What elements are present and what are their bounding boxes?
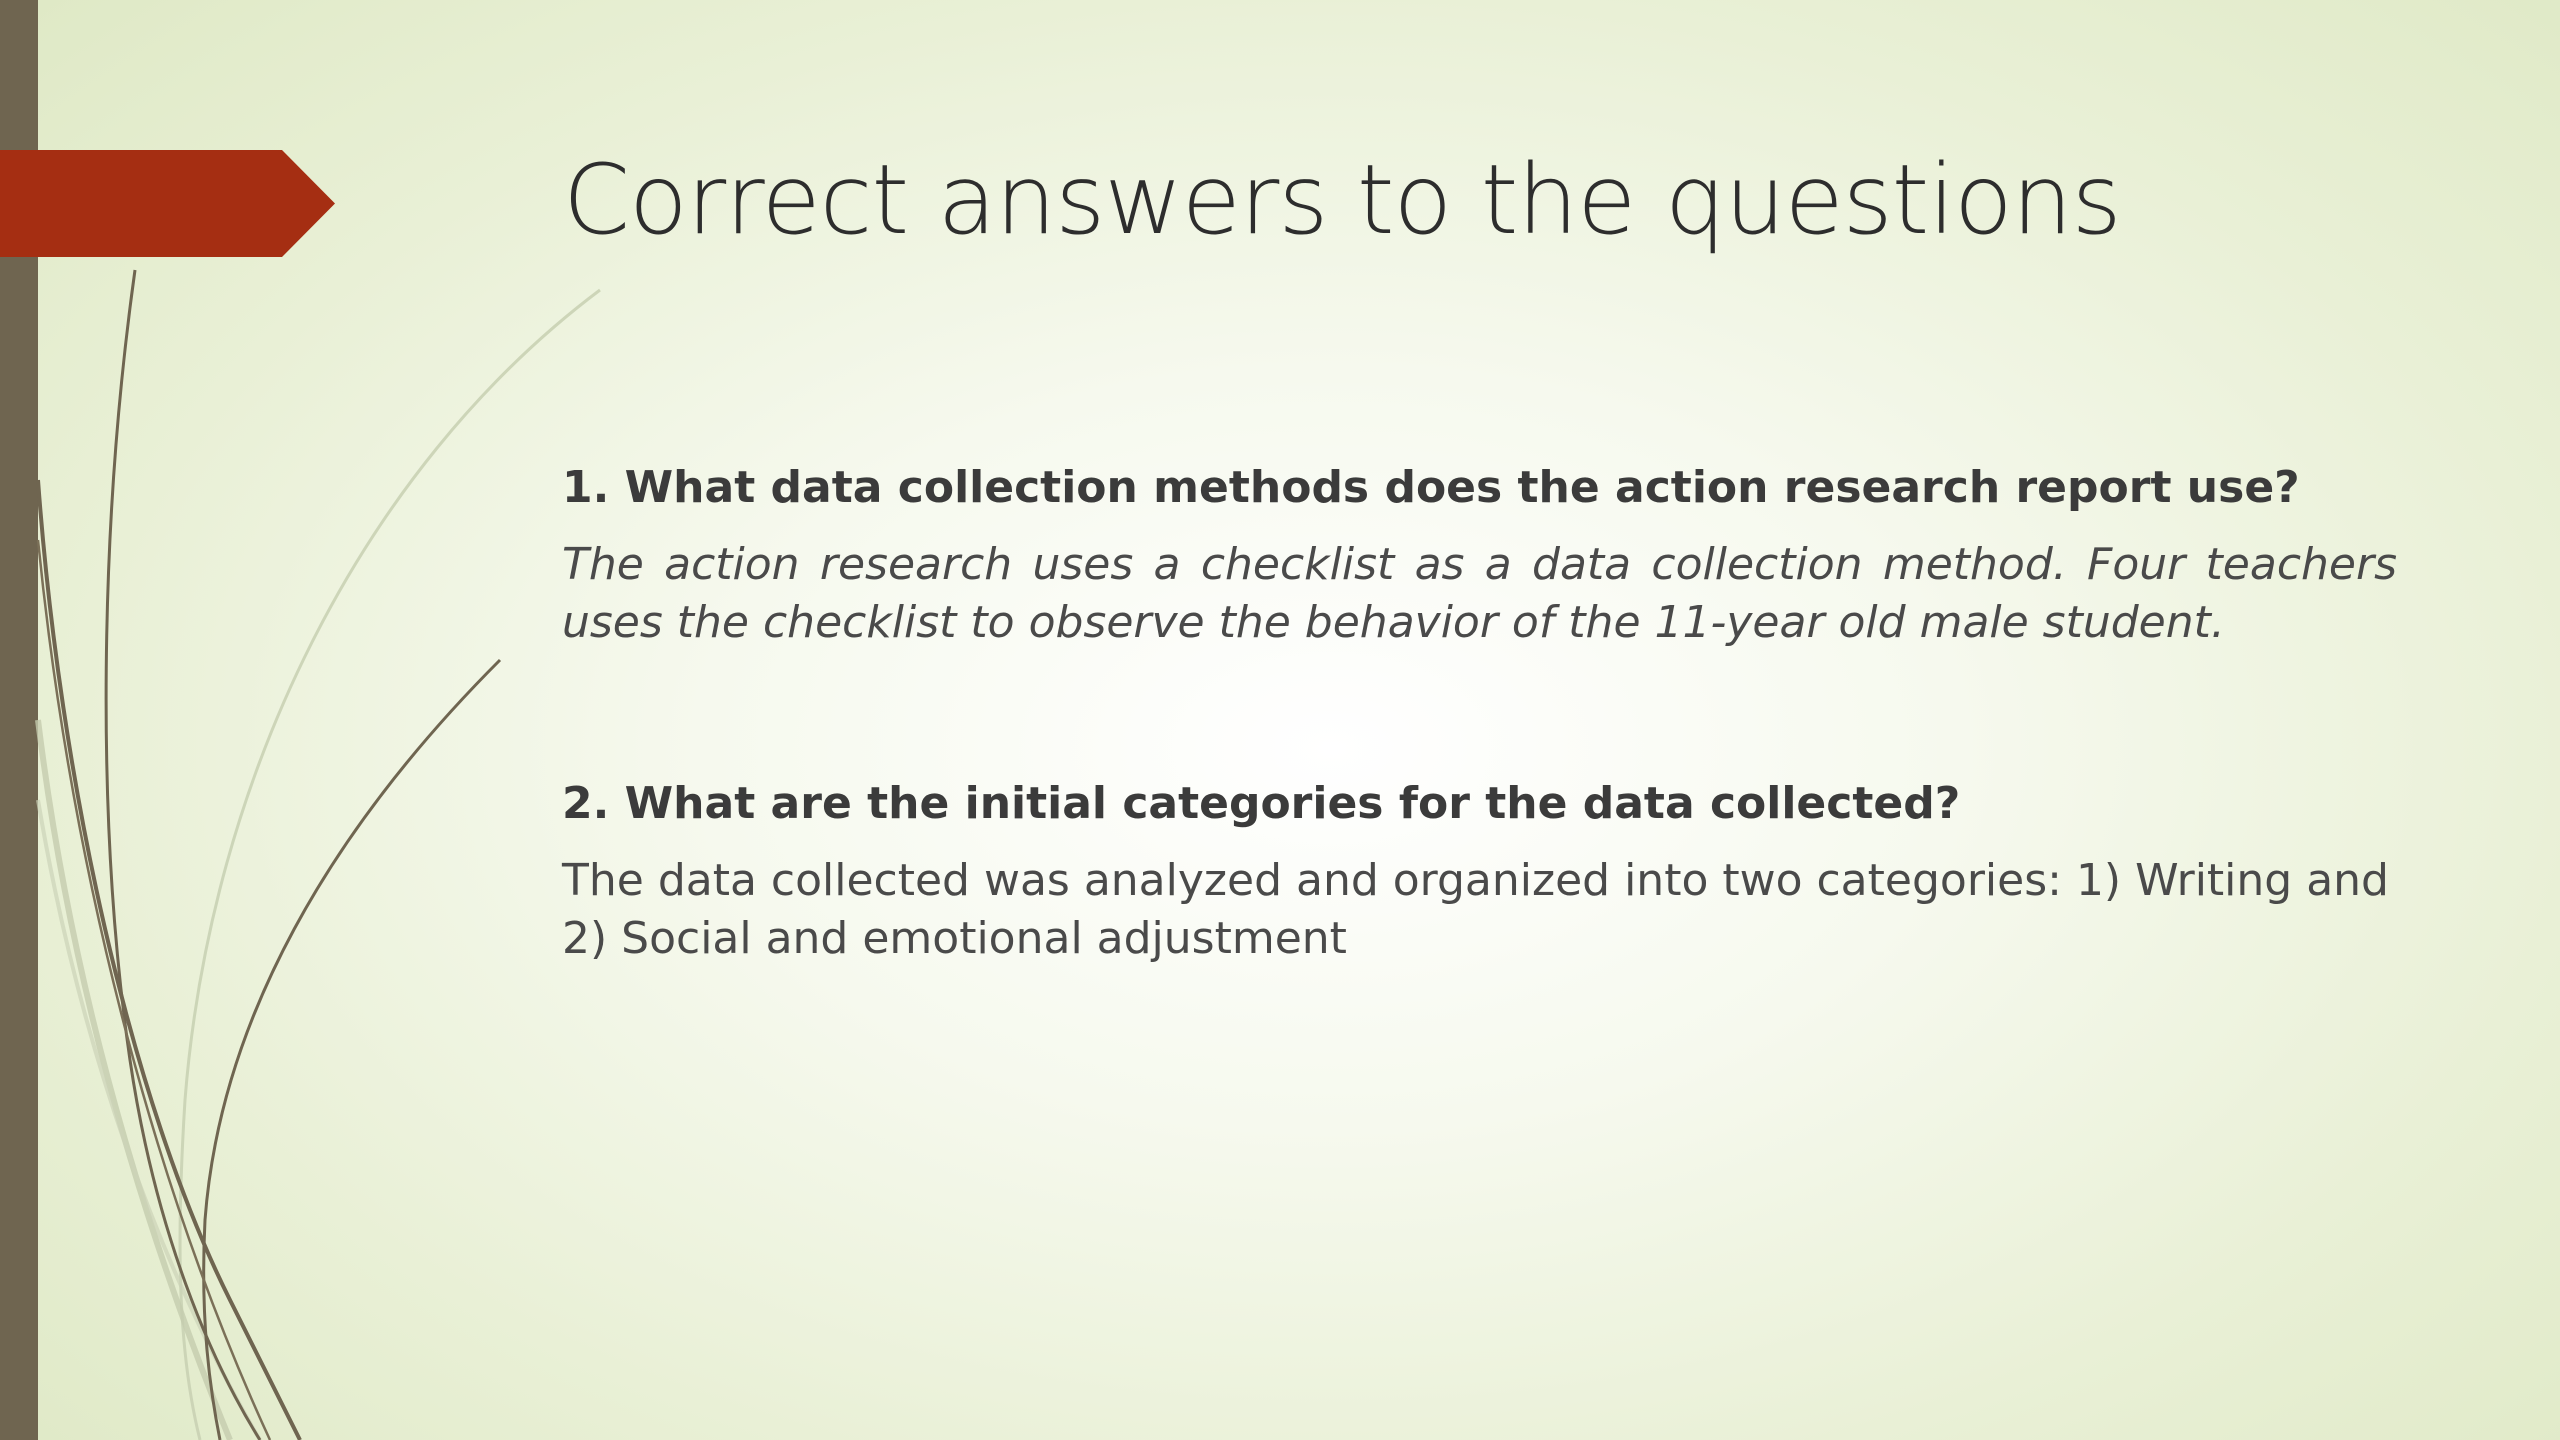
answer-1: The action research uses a checklist as a data collection method. Four teachers uses the checklist to observe the behavior of the 11-year old male student. [562, 539, 2397, 648]
slide-title: Correct answers to the questions [563, 144, 2121, 256]
question-2: 2. What are the initial categories for the data collected? [562, 778, 1961, 829]
accent-arrow-tab [0, 150, 335, 257]
spacer [562, 652, 2397, 774]
dark-curve-4 [38, 540, 270, 1440]
dark-curve-1 [106, 270, 260, 1440]
dark-curve-3 [204, 660, 500, 1440]
faint-curve-1 [180, 290, 600, 1440]
answer-2: The data collected was analyzed and organized into two categories: 1) Writing and 2) Social and emotional adjustment [562, 855, 2389, 964]
faint-curve-3 [38, 800, 260, 1440]
slide-content [562, 458, 2397, 968]
question-1: 1. What data collection methods does the action research report use? [562, 462, 2300, 513]
